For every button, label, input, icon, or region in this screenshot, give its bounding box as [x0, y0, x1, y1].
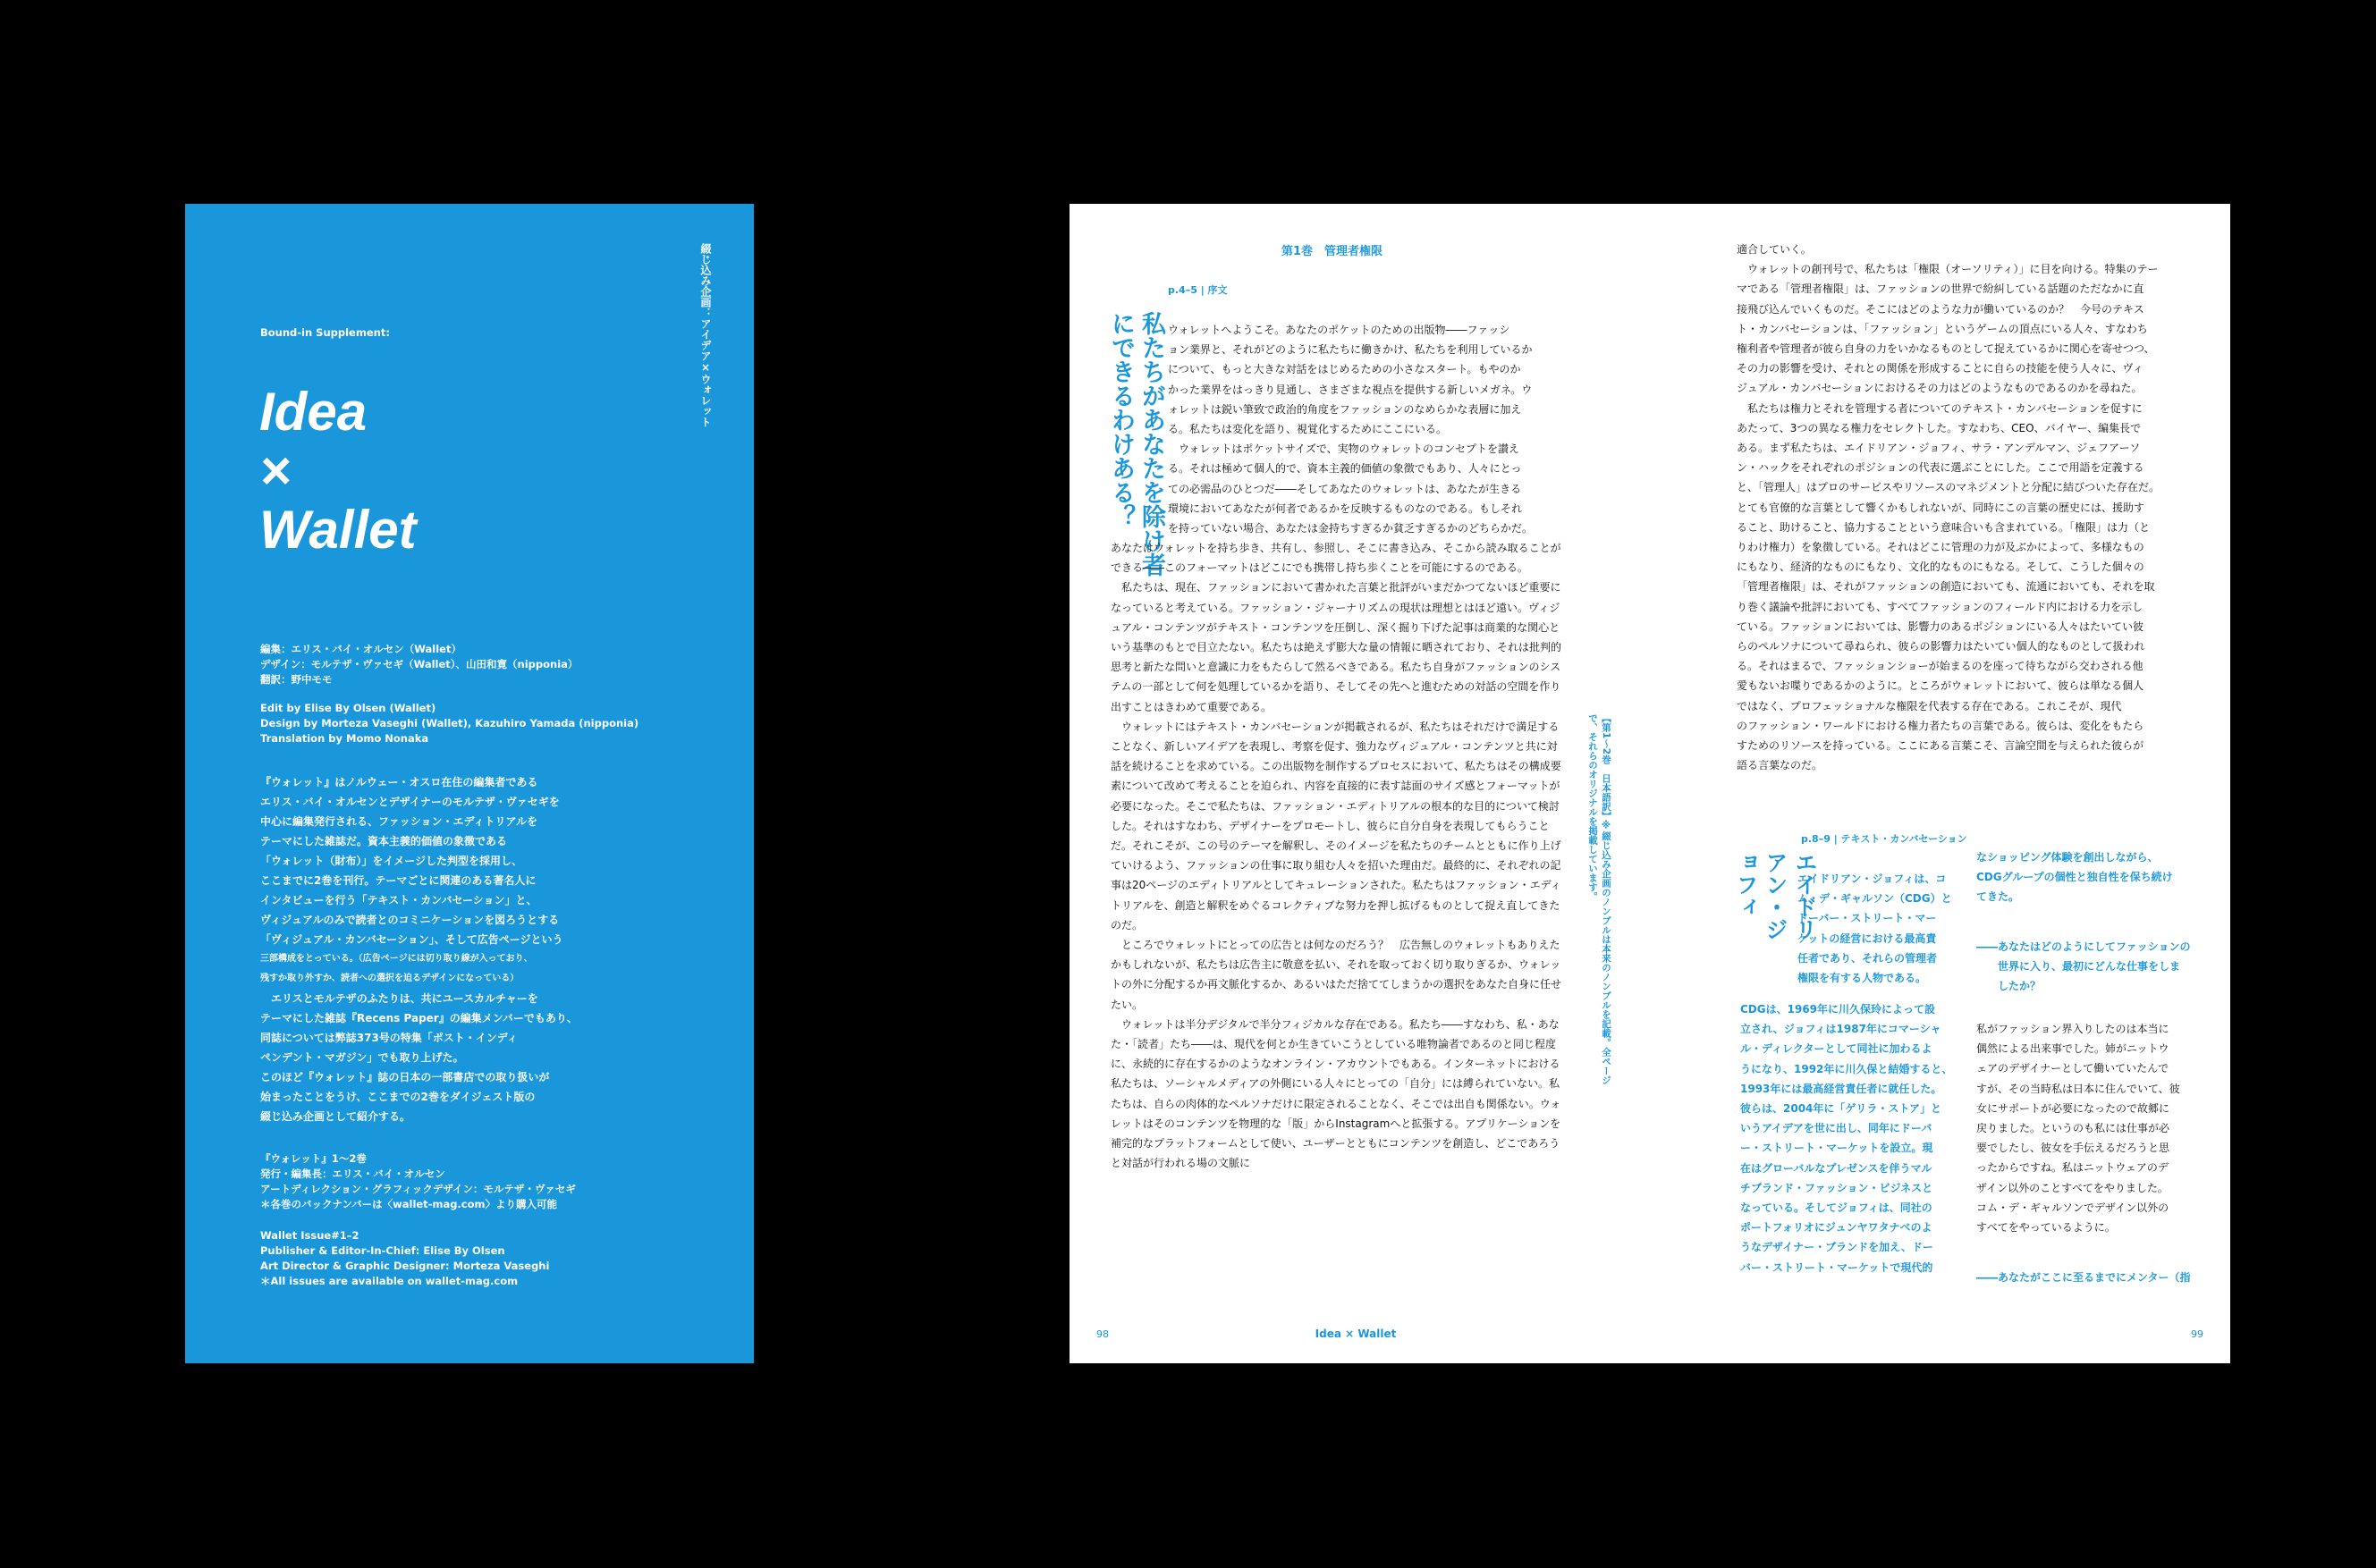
volume-heading: 第1巻 管理者権限 [1281, 245, 1383, 258]
footer-title: Idea × Wallet [1315, 1328, 1397, 1340]
interview-question: ――あなたはどのようにしてファッションの 世界に入り、最初にどんな仕事をしま したか？ [1976, 940, 2191, 993]
interview-question-2: ――あなたがここに至るまでにメンター（指 [1976, 1271, 2191, 1284]
cover-title-line: Idea [259, 382, 368, 442]
credits-jp: 編集：エリス・バイ・オルセン（Wallet） デザイン：モルテザ・ヴァセギ（Wallet）、山田和寛（nipponia） 翻訳：野中モモ [260, 643, 579, 686]
cover-title-line: × [259, 441, 292, 501]
section-label: p.4–5 | 序文 [1168, 284, 1228, 296]
issue-info-jp: 『ウォレット』1〜2巻 発行・編集長：エリス・バイ・オルセン アートディレクション・グラフィックデザイン：モルテザ・ヴァセギ ＊各巻のバックナンバーは〈wallet-mag.com〉より購入可能 [260, 1152, 576, 1210]
page-number-right: 99 [2191, 1328, 2203, 1340]
section2-label: p.8–9 | テキスト・カンバセーション [1801, 833, 1967, 845]
interviewee-name: エイドリアン・ジョフィ [1733, 851, 1818, 940]
interviewee-bio: CDGは、1969年に川久保玲によって設 立され、ジョフィは1987年にコマーシャ ル・ディレクターとして同社に加わるよ うになり、1992年に川久保と結婚すると、 1993年には最高経営責任者に就任した。 彼らは、2004年に「ゲリラ・ストア」と いうアイデアを世に出し、同年にドーバ ー・ストリート・マーケットを設立。現 在はグローバルなプレゼンスを伴うマル チブランド・ファッション・ビジネスと なっている。そしてジョフィは、同社の ポートフォリオにジュンヤワタナベのよ うなデザイナー・ブランドを加え、ドー バー・ストリート・マーケットで現代的 [1740, 1003, 1953, 1274]
section-headline: 私たちがあなたを除け者にできるわけある？ [1107, 311, 1165, 577]
bio-continuation: なショッピング体験を創出しながら、 CDGグループの個性と独自性を保ち続け てきた。 [1976, 851, 2173, 904]
lead-paragraph: ウォレットへようこそ。あなたのポケットのための出版物――ファッシ ョン業界と、それがどのように私たちに働きかけ、私たちを利用しているか について、もっと大きな対話をはじめるための小さなスタート。もやのか かった業界をはっきり見通し、さまざまな視点を提供する新しいメガネ。ウ ォレットは鋭い筆致で政治的角度をファッションのなめらかな表層に加え る。私たちは変化を語り、視覚化するためにここにいる。 ウォレットはポケットサイズで、実物のウォレットのコンセプトを讃え る。それは極めて個人的で、資本主義的価値の象徴でもあり、人々にとっ ての必需品のひとつだ――そしてあなたのウォレットは、あなたが生きる 環境においてあなたが何者であるかを反映するものなのである。もしそれ を持っていない場合、あなたは金持ちすぎるか貧乏すぎるかのどちらかだ。 [1168, 324, 1534, 535]
page-number-left: 98 [1096, 1328, 1109, 1340]
side-note: 【第1〜2巻 日本語訳】※綴じ込み企画のノンブルは本来のノンブルを記載。全ページで、それらのオリジナルを掲載しています。 [1587, 713, 1611, 1085]
issue-info-en: Wallet Issue#1–2 Publisher & Editor-In-Chief: Elise By Olsen Art Director & Graphic Designer: Morteza Vaseghi ＊All issues are available on wallet-mag.com [260, 1229, 550, 1287]
cover-intro: 『ウォレット』はノルウェー・オスロ在住の編集者である エリス・バイ・オルセンとデザイナーのモルテザ・ヴァセギを 中心に編集発行される、ファッション・エディトリアルを テーマにした雑誌だ。資本主義的価値の象徴である 「ウォレット（財布）」をイメージした判型を採用し、 ここまでに2巻を刊行。テーマごとに関連のある著名人に インタビューを行う「テキスト・カンバセーション」と、 ヴィジュアルのみで読者とのコミニケーションを図ろうとする 「ヴィジュアル・カンバセーション」、そして広告ページという 三部構成をとっている。（広告ページには切り取り線が入っており、 残すか取り外すか、読者への選択を迫るデザインになっている） エリスとモルテザのふたりは、共にユースカルチャーを テーマにした雑誌『Recens Paper』の編集メンバーでもあり、 同誌については弊誌373号の特集「ポスト・インディ ペンデント・マガジン」でも取り上げた。 このほど『ウォレット』誌の日本の一部書店での取り扱いが 始まったことをうけ、ここまでの2巻をダイジェスト版の 綴じ込み企画として紹介する。 [260, 776, 578, 1123]
cover-page [185, 204, 754, 1363]
credits-en: Edit by Elise By Olsen (Wallet) Design by Morteza Vaseghi (Wallet), Kazuhiro Yamada (nipponia) Translation by Momo Nonaka [260, 702, 639, 745]
interview-answer: 私がファッション界入りしたのは本当に 偶然による出来事でした。姉がニットウ ェアのデザイナーとして働いていたんで すが、その当時私は日本に住んでいて、彼 女にサポートが必要になったので故郷に 戻りました。というのも私には仕事が必 要でしたし、彼女を手伝えるだろうと思 ったからですね。私はニットウェアのデ ザイン以外のことすべてをやりました。 コム・デ・ギャルソンでデザイン以外の すべてをやっているように。 [1976, 1023, 2180, 1235]
body-text: あなたはウォレットを持ち歩き、共有し、参照し、そこに書き込み、そこから読み取ることができる――このフォーマットはどこにでも携帯し持ち歩くことを可能にするのである。 私たちは、現在、ファッションにおいて書かれた言葉と批評がいまだかつてないほど重要になっていると考えている。ファッション・ジャーナリズムの現状は理想とはほど遠い。ヴィジュアル・コンテンツがテキスト・コンテンツを圧倒し、深く掘り下げた記事は商業的な関心という基準のもとで目立たない。私たちは絶えず膨大な量の情報に晒されており、それは批判的思考と新たな問いと意識に力をもたらして然るべきである。私たち自身がファッションのシステムの一部として何を処理しているかを語り、そしてその先へと進むための対話の空間を作り出すことはきわめて重要である。 ウォレットにはテキスト・カンバセーションが掲載されるが、私たちはそれだけで満足することなく、新しいアイデアを表現し、考察を促す、強力なヴィジュアル・コンテンツと共に対話を続けることを求めている。この出版物を制作するプロセスにおいて、私たちはその構成要素について改めて考えることを迫られ、内容を直接的に表す誌面のサイズ感とフォーマットが必要になった。そこで私たちは、ファッション・エディトリアルの根本的な目的について検討した。それはすなわち、デザイナーをプロモートし、彼らに自分自身を表現してもらうことだ。それこそが、この号のテーマを解釈し、そのイメージを私たちのチームとともに作り上げていけるよう、ファッションの仕事に取り組む人々を招いた理由だ。最終的に、それぞれの記事は20ページのエディトリアルとしてキュレーションされた。私たちはファッション・エディトリアルを、創造と解釈をめぐるコレクティブな努力を押し拡げるものとして捉え直してきたのだ。 ところでウォレットにとっての広告とは何なのだろう？ 広告無しのウォレットもありえたかもしれないが、私たちは広告主に敬意を払い、それを取っておく切り取りぎるか、ウォレットの外に分配するか再文脈化するか、あるいはただ捨ててしまうかの選択をあなた自身に任せたい。 ウォレットは半分デジタルで半分フィジカルな存在である。私たち――すなわち、私・あなた・「読者」たち――は、現代を何とか生きていこうとしている唯物論者であるのと同じ程度に、永続的に存在するかのようなオンライン・アカウントでもある。インターネットにおける私たちは、ソーシャルメディアの外側にいる人々にとっての「自分」には縛られていない。私たちは、自らの肉体的なペルソナだけに限定されることなく、そこでは出自も関係ない。ウォレットはそのコンテンツを物理的な「版」からInstagramへと拡張する。アプリケーションを補完的なプラットフォームとして使い、ユーザーとともにコンテンツを創造し、どこであろうと対話が行われる場の文脈に [1111, 542, 1562, 1170]
interviewee-intro: エイドリアン・ジョフィは、コ ム・デ・ギャルソン（CDG）と ドーバー・ストリート・マー ケットの経営における最高責 任者であり、それらの管理者 権限を有する人物である。 [1797, 873, 1952, 985]
cover-title [259, 383, 417, 560]
vertical-caption: 綴じ込み企画：アイデア×ウォレット [699, 243, 712, 427]
cover-title-line: Wallet [259, 500, 417, 560]
supplement-label: Bound-in Supplement: [260, 326, 390, 339]
article-spread [1070, 204, 2230, 1363]
column-text-right: 適合していく。 ウォレットの創刊号で、私たちは「権限（オーソリティ）」に目を向ける。特集のテー マである「管理者権限」は、ファッションの世界で紛糾している話題のただなかに直 接飛び込んでいくものだ。そこにはどのような力が働いているのか？ 今号のテキス ト・カンバセーションは、「ファッション」というゲームの頂点にいる人々、すなわち 権利者や管理者が彼ら自身の力をいかなるものとして捉えているかに関心を寄せつつ、 その力の影響を受け、それとの関係を形成することに自らの技能を使う人々に、ヴィ ジュアル・カンバセーションにおけるその力はどのようなものであるのかを尋ねた。 私たちは権力とそれを管理する者についてのテキスト・カンバセーションを促すに あたって、3つの異なる権力をセレクトした。すなわち、CEO、バイヤー、編集長で ある。まず私たちは、エイドリアン・ジョフィ、サラ・アンデルマン、ジェフアーソ ン・ハックをそれぞれのポジションの代表に選ぶことにした。ここで用語を定義する と、「管理人」はプロのサービスやリソースのマネジメントと分配に結びついた存在だ。 とても官僚的な言葉として響くかもしれないが、同時にこの言葉の歴史には、援助す ること、助けること、協力することという意味合いも含まれている。「権限」は力（と りわけ権力）を象徴している。それはどこに管理の力が及ぶかによって、多様なもの にもなり、経済的なものにもなり、文化的なものにもなる。そして、こうした個々の 「管理者権限」は、それがファッションの創造においても、流通においても、それを取 り巻く議論や批評においても、すべてファッションのフィールド内における力を示し ている。ファッションにおいては、影響力のあるポジションにいる人々はたいてい彼 らのペルソナについて尋ねられ、彼らの影響力はたいてい個人的なものとして扱われ る。それはまるで、ファッションショーが始まるのを座って待ちながら交わされる他 愛もないお喋りであるかのように。ところがウォレットにおいて、彼らは単なる個人 ではなく、プロフェッショナルな権限を代表する存在である。これこそが、現代 のファッション・ワールドにおける権力者たちの言葉である。彼らは、変化をもたら すためのリソースを持っている。ここにある言葉こそ、言論空間を与えられた彼らが 語る言葉なのだ。 [1737, 243, 2160, 772]
